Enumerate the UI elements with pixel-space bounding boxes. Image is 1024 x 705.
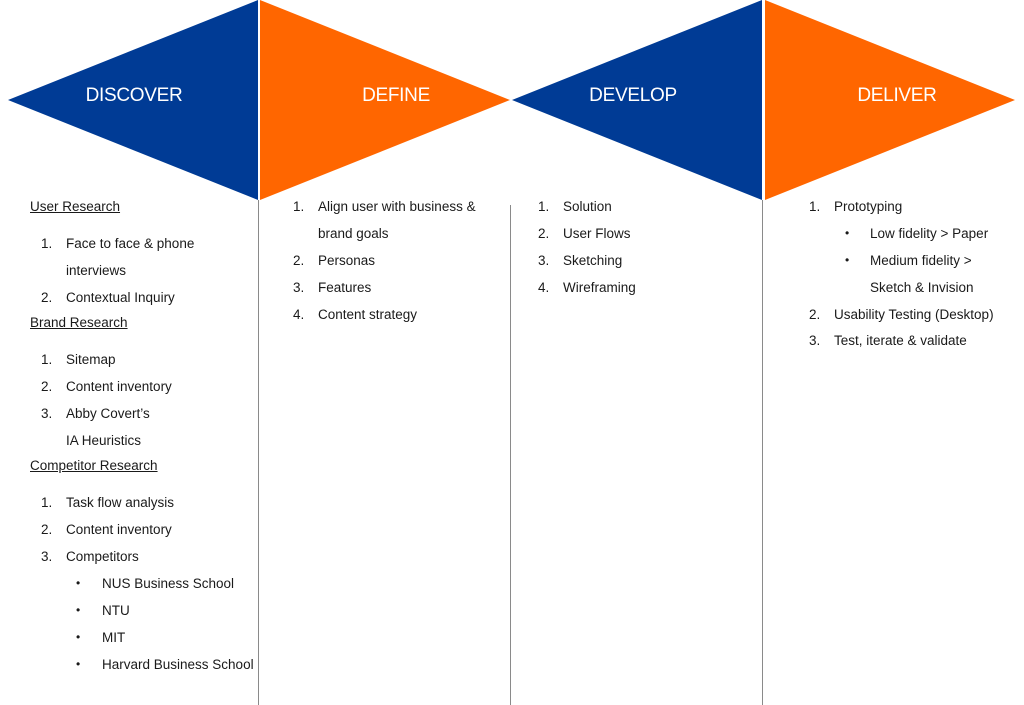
list-item: 3. Competitors xyxy=(41,549,139,564)
bullet-item: • Low fidelity > Paper xyxy=(845,226,989,241)
phase-label-develop: DEVELOP xyxy=(589,85,677,106)
list-item: 1. Face to face & phone xyxy=(41,236,195,251)
bullet-item: • NUS Business School xyxy=(76,576,235,591)
brand-research-heading: Brand Research xyxy=(30,315,128,330)
list-item: 1. Sitemap xyxy=(41,352,116,367)
divider-1 xyxy=(258,200,259,705)
phase-label-discover: DISCOVER xyxy=(85,85,183,106)
discover-column xyxy=(30,197,255,678)
list-item: 3. Abby Covert’s xyxy=(41,406,150,421)
divider-3 xyxy=(762,200,763,705)
define-column xyxy=(293,193,503,328)
list-item: 2. Content inventory xyxy=(41,522,172,537)
list-item: 1. Prototyping xyxy=(809,199,903,214)
develop-column xyxy=(538,193,753,301)
list-item: 3. Sketching xyxy=(538,253,623,268)
bullet-item: • Harvard Business School xyxy=(76,657,254,672)
double-diamond-diagram xyxy=(0,0,1024,205)
list-item: 4. Content strategy xyxy=(293,307,418,322)
list-item: 3. Features xyxy=(293,280,372,295)
list-item-continuation: interviews xyxy=(66,263,127,278)
list-item: 2. Personas xyxy=(293,253,376,268)
list-item: 2. Usability Testing (Desktop) xyxy=(809,307,994,322)
list-item-continuation: IA Heuristics xyxy=(66,433,142,448)
bullet-item: • NTU xyxy=(76,603,130,618)
list-item: 2. Contextual Inquiry xyxy=(41,290,175,305)
bullet-item: • MIT xyxy=(76,630,126,645)
bullet-item-continuation: Sketch & Invision xyxy=(870,280,974,295)
bullet-item: • Medium fidelity > xyxy=(845,253,972,268)
list-item: 2. User Flows xyxy=(538,226,631,241)
phase-label-deliver: DELIVER xyxy=(857,85,937,106)
competitor-research-heading: Competitor Research xyxy=(30,458,158,473)
list-item: 4. Wireframing xyxy=(538,280,636,295)
list-item-continuation: brand goals xyxy=(318,226,389,241)
deliver-column xyxy=(809,193,1019,354)
list-item: 1. Align user with business & xyxy=(293,199,476,214)
divider-2 xyxy=(510,205,511,705)
list-item: 1. Solution xyxy=(538,199,612,214)
list-item: 2. Content inventory xyxy=(41,379,172,394)
list-item: 3. Test, iterate & validate xyxy=(809,333,967,348)
list-item: 1. Task flow analysis xyxy=(41,495,175,510)
user-research-heading: User Research xyxy=(30,199,121,214)
phase-label-define: DEFINE xyxy=(362,85,430,106)
